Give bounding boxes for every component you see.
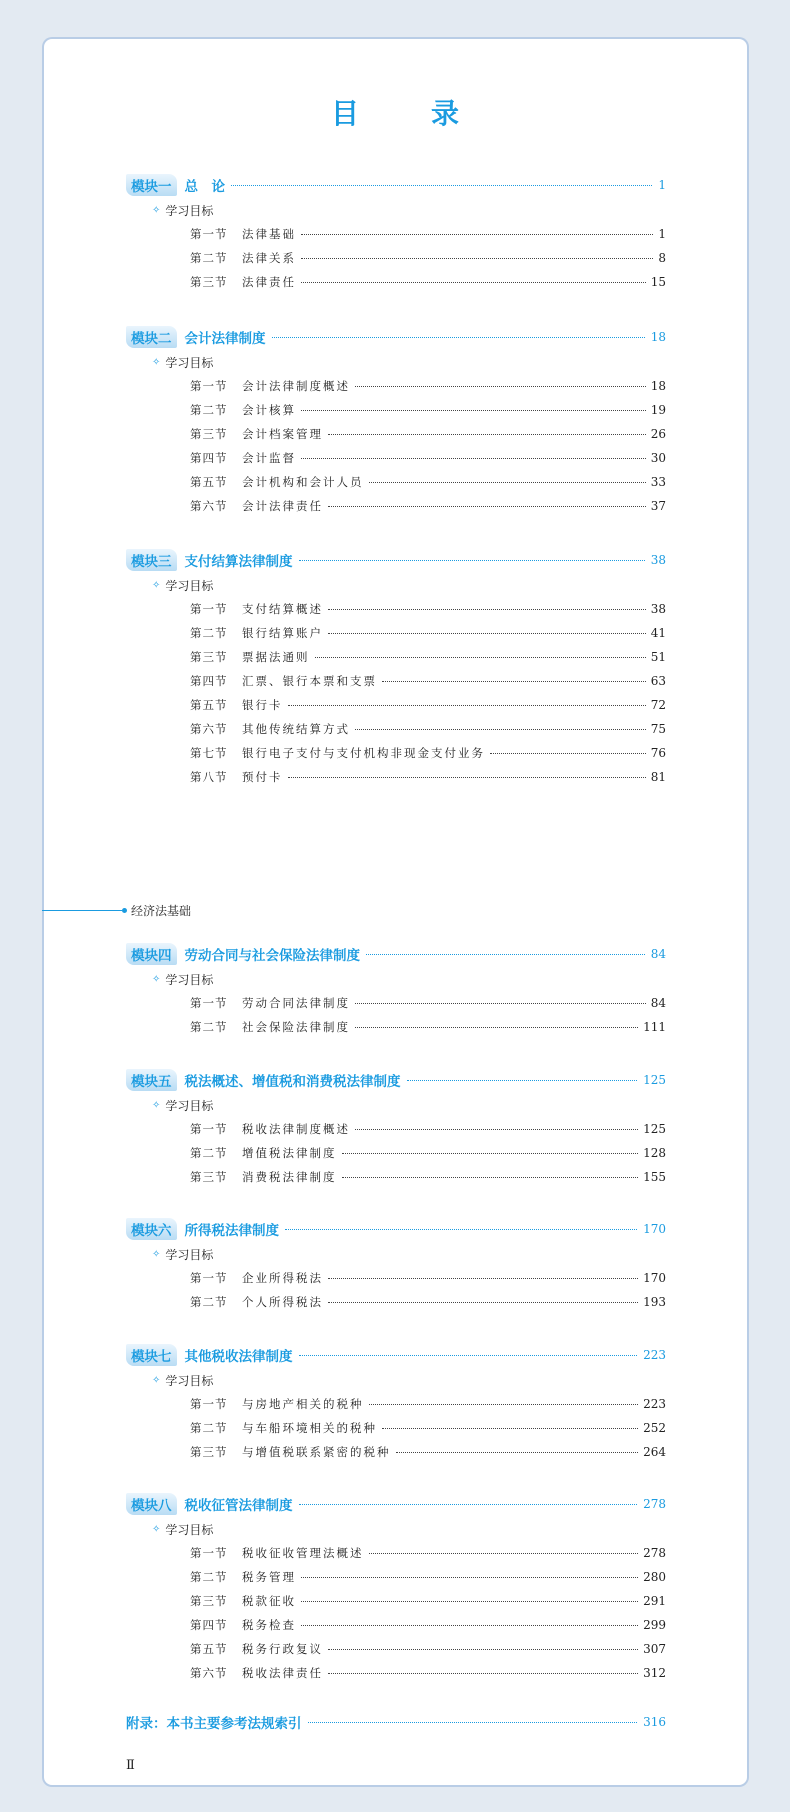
toc-section-entry[interactable] <box>126 717 666 741</box>
section-page: 252 <box>643 1421 666 1435</box>
section-title: 税务管理 <box>242 1570 296 1584</box>
leader-dots <box>328 506 646 507</box>
toc-module-entry[interactable] <box>126 1067 666 1093</box>
diamond-icon: ✧ <box>152 356 161 368</box>
section-title: 会计监督 <box>242 451 296 465</box>
toc-module <box>126 324 666 518</box>
section-title: 法律关系 <box>242 251 296 265</box>
section-page: 18 <box>650 379 666 393</box>
section-page: 19 <box>650 403 666 417</box>
leader-dots <box>366 954 645 955</box>
leader-dots <box>301 1577 638 1578</box>
toc-section-entry[interactable] <box>126 1290 666 1314</box>
section-title: 税务检查 <box>242 1618 296 1632</box>
leader-dots <box>299 1504 638 1505</box>
toc-section-entry[interactable] <box>126 1141 666 1165</box>
module-tag: 模块四 <box>126 943 177 965</box>
section-number: 第五节 <box>190 698 228 712</box>
leader-dots <box>369 1553 639 1554</box>
toc-section-entry[interactable] <box>126 741 666 765</box>
leader-dots <box>299 1355 638 1356</box>
toc-section-entry[interactable] <box>126 1165 666 1189</box>
section-number: 第四节 <box>190 674 228 688</box>
module-page: 170 <box>643 1222 666 1236</box>
section-page: 223 <box>643 1397 666 1411</box>
section-number: 第三节 <box>190 650 228 664</box>
section-title: 社会保险法律制度 <box>242 1020 350 1034</box>
diamond-icon: ✧ <box>152 1523 161 1535</box>
section-page: 38 <box>650 602 666 616</box>
section-page: 72 <box>650 698 666 712</box>
toc-section-entry[interactable] <box>126 446 666 470</box>
section-number: 第一节 <box>190 1271 228 1285</box>
toc-section-entry[interactable] <box>126 991 666 1015</box>
leader-dots <box>301 234 653 235</box>
section-page: 193 <box>643 1295 666 1309</box>
section-number: 第三节 <box>190 275 228 289</box>
leader-dots <box>407 1080 638 1081</box>
section-number: 第二节 <box>190 1146 228 1160</box>
section-number: 第二节 <box>190 403 228 417</box>
section-page: 312 <box>643 1666 666 1680</box>
leader-dots <box>369 1404 639 1405</box>
toc-module <box>126 1216 666 1314</box>
section-title: 预付卡 <box>242 770 283 784</box>
module-title: 税收征管法律制度 <box>184 1498 293 1514</box>
module-title: 会计法律制度 <box>184 331 266 347</box>
toc-module-entry[interactable] <box>126 1342 666 1368</box>
leader-dots <box>342 1153 639 1154</box>
section-number: 第五节 <box>190 475 228 489</box>
section-title: 银行电子支付与支付机构非现金支付业务 <box>242 746 485 760</box>
leader-dots <box>299 560 645 561</box>
diamond-icon: ✧ <box>152 1374 161 1386</box>
section-number: 第二节 <box>190 1570 228 1584</box>
section-number: 第一节 <box>190 1546 228 1560</box>
leader-dots <box>382 681 646 682</box>
toc-module <box>126 1342 666 1464</box>
leader-dots <box>369 482 646 483</box>
section-page: 111 <box>643 1020 666 1034</box>
toc-module <box>126 941 666 1039</box>
toc-module <box>126 1491 666 1685</box>
toc-appendix-entry[interactable] <box>126 1709 666 1735</box>
section-title: 个人所得税法 <box>242 1295 323 1309</box>
section-number: 第四节 <box>190 451 228 465</box>
running-head <box>42 902 191 919</box>
section-title: 会计核算 <box>242 403 296 417</box>
diamond-icon: ✧ <box>152 204 161 216</box>
toc-goal-entry[interactable] <box>126 573 666 597</box>
toc-section-entry[interactable] <box>126 1589 666 1613</box>
diamond-icon: ✧ <box>152 1248 161 1260</box>
section-page: 307 <box>643 1642 666 1656</box>
module-page: 18 <box>650 330 666 344</box>
section-number: 第一节 <box>190 379 228 393</box>
module-page: 278 <box>643 1497 666 1511</box>
section-title: 与房地产相关的税种 <box>242 1397 364 1411</box>
module-tag: 模块五 <box>126 1069 177 1091</box>
toc-section-entry[interactable] <box>126 1117 666 1141</box>
section-title: 银行卡 <box>242 698 283 712</box>
module-title: 支付结算法律制度 <box>184 554 293 570</box>
page-title: 目 录 <box>330 97 481 130</box>
toc-module-entry[interactable] <box>126 172 666 198</box>
toc-section-entry[interactable] <box>126 1541 666 1565</box>
toc-module <box>126 172 666 294</box>
toc-section-entry[interactable] <box>126 765 666 789</box>
diamond-icon: ✧ <box>152 579 161 591</box>
section-number: 第二节 <box>190 626 228 640</box>
toc-section-entry[interactable] <box>126 398 666 422</box>
leader-dots <box>288 705 646 706</box>
section-title: 与增值税联系紧密的税种 <box>242 1445 391 1459</box>
toc-section-entry[interactable] <box>126 645 666 669</box>
toc-module-entry[interactable] <box>126 324 666 350</box>
module-tag: 模块二 <box>126 326 177 348</box>
section-number: 第四节 <box>190 1618 228 1632</box>
leader-dots <box>308 1722 638 1723</box>
leader-dots <box>355 1027 638 1028</box>
toc-section-entry[interactable] <box>126 669 666 693</box>
section-title: 票据法通则 <box>242 650 310 664</box>
section-title: 支付结算概述 <box>242 602 323 616</box>
module-page: 125 <box>643 1073 666 1087</box>
toc-section-entry[interactable] <box>126 597 666 621</box>
section-title: 税收法律责任 <box>242 1666 323 1680</box>
running-head-text: 经济法基础 <box>131 904 192 918</box>
leader-dots <box>328 1649 638 1650</box>
section-page: 30 <box>650 451 666 465</box>
section-number: 第六节 <box>190 722 228 736</box>
section-title: 税款征收 <box>242 1594 296 1608</box>
leader-dots <box>301 410 646 411</box>
toc-module-entry[interactable] <box>126 941 666 967</box>
section-page: 8 <box>658 251 666 265</box>
toc-section-entry[interactable] <box>126 246 666 270</box>
section-title: 会计档案管理 <box>242 427 323 441</box>
module-page: 84 <box>650 947 666 961</box>
goal-label: 学习目标 <box>165 1098 214 1113</box>
section-number: 第六节 <box>190 499 228 513</box>
toc-section-entry[interactable] <box>126 270 666 294</box>
toc-section-entry[interactable] <box>126 1637 666 1661</box>
module-title: 其他税收法律制度 <box>184 1349 293 1365</box>
section-page: 81 <box>650 770 666 784</box>
goal-label: 学习目标 <box>165 1373 214 1388</box>
toc-goal-entry[interactable] <box>126 350 666 374</box>
goal-label: 学习目标 <box>165 1247 214 1262</box>
section-number: 第八节 <box>190 770 228 784</box>
section-page: 170 <box>643 1271 666 1285</box>
toc-section-entry[interactable] <box>126 1416 666 1440</box>
diamond-icon: ✧ <box>152 1099 161 1111</box>
module-title: 总 论 <box>184 179 225 195</box>
toc-goal-entry[interactable] <box>126 198 666 222</box>
toc-goal-entry[interactable] <box>126 1242 666 1266</box>
toc-section-entry[interactable] <box>126 1392 666 1416</box>
leader-dots <box>382 1428 638 1429</box>
section-number: 第一节 <box>190 602 228 616</box>
goal-label: 学习目标 <box>165 972 214 987</box>
section-page: 63 <box>650 674 666 688</box>
leader-dots <box>355 1129 638 1130</box>
toc-section-entry[interactable] <box>126 374 666 398</box>
toc-section-entry[interactable] <box>126 422 666 446</box>
section-number: 第三节 <box>190 1445 228 1459</box>
module-tag: 模块六 <box>126 1218 177 1240</box>
leader-dots <box>231 185 652 186</box>
toc-goal-entry[interactable] <box>126 1517 666 1541</box>
section-page: 26 <box>650 427 666 441</box>
section-page: 1 <box>658 227 666 241</box>
section-title: 会计机构和会计人员 <box>242 475 364 489</box>
leader-dots <box>328 1278 638 1279</box>
section-title: 增值税法律制度 <box>242 1146 337 1160</box>
section-page: 84 <box>650 996 666 1010</box>
toc-goal-entry[interactable] <box>126 1093 666 1117</box>
section-number: 第二节 <box>190 1421 228 1435</box>
leader-dots <box>301 1625 638 1626</box>
goal-label: 学习目标 <box>165 1522 214 1537</box>
section-title: 税收法律制度概述 <box>242 1122 350 1136</box>
leader-dots <box>355 386 646 387</box>
toc-section-entry[interactable] <box>126 470 666 494</box>
module-title: 所得税法律制度 <box>184 1223 279 1239</box>
leader-dots <box>328 434 646 435</box>
toc-page-middle <box>42 804 749 910</box>
section-title: 会计法律制度概述 <box>242 379 350 393</box>
section-title: 企业所得税法 <box>242 1271 323 1285</box>
toc-section-entry[interactable] <box>126 1565 666 1589</box>
section-number: 第三节 <box>190 1170 228 1184</box>
section-page: 299 <box>643 1618 666 1632</box>
toc-module-entry[interactable] <box>126 1216 666 1242</box>
section-title: 银行结算账户 <box>242 626 323 640</box>
leader-dots <box>288 777 646 778</box>
section-title: 劳动合同法律制度 <box>242 996 350 1010</box>
leader-dots <box>490 753 646 754</box>
section-page: 155 <box>643 1170 666 1184</box>
section-page: 41 <box>650 626 666 640</box>
toc-goal-entry[interactable] <box>126 1368 666 1392</box>
page-folio: Ⅱ <box>126 1758 135 1773</box>
section-number: 第二节 <box>190 1295 228 1309</box>
module-tag: 模块一 <box>126 174 177 196</box>
running-head-dot <box>122 908 127 913</box>
section-page: 76 <box>650 746 666 760</box>
leader-dots <box>301 1601 638 1602</box>
section-number: 第一节 <box>190 1122 228 1136</box>
section-page: 280 <box>643 1570 666 1584</box>
section-number: 第三节 <box>190 427 228 441</box>
section-page: 291 <box>643 1594 666 1608</box>
toc-section-entry[interactable] <box>126 1440 666 1464</box>
section-page: 278 <box>643 1546 666 1560</box>
goal-label: 学习目标 <box>165 578 214 593</box>
section-page: 75 <box>650 722 666 736</box>
module-tag: 模块七 <box>126 1344 177 1366</box>
toc-module <box>126 547 666 789</box>
section-page: 128 <box>643 1146 666 1160</box>
goal-label: 学习目标 <box>165 355 214 370</box>
module-page: 38 <box>650 553 666 567</box>
leader-dots <box>285 1229 637 1230</box>
toc-section-entry[interactable] <box>126 1661 666 1685</box>
toc-section-entry[interactable] <box>126 1266 666 1290</box>
toc-section-entry[interactable] <box>126 621 666 645</box>
section-page: 37 <box>650 499 666 513</box>
leader-dots <box>328 633 646 634</box>
module-page: 1 <box>658 178 666 192</box>
leader-dots <box>328 609 646 610</box>
section-number: 第二节 <box>190 1020 228 1034</box>
toc-section-entry[interactable] <box>126 1613 666 1637</box>
section-title: 与车船环境相关的税种 <box>242 1421 377 1435</box>
section-title: 税务行政复议 <box>242 1642 323 1656</box>
leader-dots <box>301 282 646 283</box>
leader-dots <box>328 1302 638 1303</box>
section-page: 125 <box>643 1122 666 1136</box>
section-number: 第一节 <box>190 996 228 1010</box>
section-number: 第一节 <box>190 227 228 241</box>
section-number: 第六节 <box>190 1666 228 1680</box>
section-page: 264 <box>643 1445 666 1459</box>
module-tag: 模块八 <box>126 1493 177 1515</box>
section-title: 法律责任 <box>242 275 296 289</box>
leader-dots <box>301 458 646 459</box>
leader-dots <box>355 729 646 730</box>
toc-goal-entry[interactable] <box>126 967 666 991</box>
toc-section-entry[interactable] <box>126 1015 666 1039</box>
module-title: 税法概述、增值税和消费税法律制度 <box>184 1074 401 1090</box>
toc-section-entry[interactable] <box>126 693 666 717</box>
section-title: 消费税法律制度 <box>242 1170 337 1184</box>
section-page: 15 <box>650 275 666 289</box>
diamond-icon: ✧ <box>152 973 161 985</box>
section-number: 第七节 <box>190 746 228 760</box>
section-title: 其他传统结算方式 <box>242 722 350 736</box>
section-number: 第三节 <box>190 1594 228 1608</box>
appendix-page: 316 <box>643 1715 666 1729</box>
section-number: 第一节 <box>190 1397 228 1411</box>
goal-label: 学习目标 <box>165 203 214 218</box>
toc-module-entry[interactable] <box>126 1491 666 1517</box>
leader-dots <box>328 1673 638 1674</box>
section-title: 汇票、银行本票和支票 <box>242 674 377 688</box>
module-page: 223 <box>643 1348 666 1362</box>
module-title: 劳动合同与社会保险法律制度 <box>184 948 360 964</box>
module-tag: 模块三 <box>126 549 177 571</box>
leader-dots <box>355 1003 646 1004</box>
leader-dots <box>396 1452 639 1453</box>
running-head-rule <box>42 910 122 911</box>
section-page: 51 <box>650 650 666 664</box>
leader-dots <box>315 657 646 658</box>
leader-dots <box>301 258 653 259</box>
toc-section-entry[interactable] <box>126 222 666 246</box>
section-number: 第五节 <box>190 1642 228 1656</box>
section-title: 税收征收管理法概述 <box>242 1546 364 1560</box>
section-number: 第二节 <box>190 251 228 265</box>
toc-module <box>126 1067 666 1189</box>
leader-dots <box>342 1177 639 1178</box>
section-title: 法律基础 <box>242 227 296 241</box>
toc-section-entry[interactable] <box>126 494 666 518</box>
toc-module-entry[interactable] <box>126 547 666 573</box>
section-title: 会计法律责任 <box>242 499 323 513</box>
section-page: 33 <box>650 475 666 489</box>
appendix-title: 附录：本书主要参考法规索引 <box>126 1716 302 1732</box>
leader-dots <box>272 337 645 338</box>
